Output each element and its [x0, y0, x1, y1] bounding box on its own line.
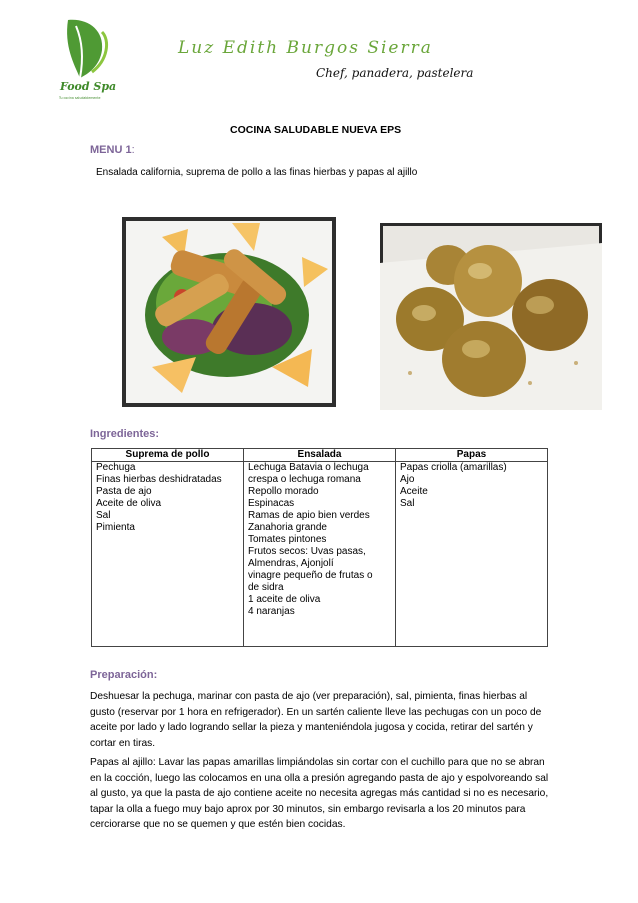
- list-item: Finas hierbas deshidratadas: [96, 474, 222, 485]
- list-item: Papas criolla (amarillas): [400, 462, 507, 473]
- list-item: Ajo: [400, 474, 415, 485]
- column-header: Ensalada: [244, 449, 396, 462]
- preparation-heading: Preparación:: [90, 669, 158, 681]
- list-item: Tomates pintones: [248, 534, 327, 545]
- list-item: de sidra: [248, 582, 284, 593]
- list-item: Espinacas: [248, 498, 295, 509]
- list-item: Aceite de oliva: [96, 498, 162, 509]
- list-item: Lechuga Batavia o lechuga: [248, 462, 369, 473]
- logo-text: Food Spa: [60, 80, 117, 93]
- list-item: Frutos secos: Uvas pasas,: [248, 546, 366, 557]
- chicken-ingredients-cell: [92, 462, 244, 647]
- potato-ingredients-cell: [396, 462, 548, 647]
- list-item: Sal: [96, 510, 111, 521]
- column-header: Papas: [396, 449, 548, 462]
- potatoes-photo: [380, 223, 602, 410]
- menu-label-text: MENU 1: [90, 144, 132, 156]
- list-item: 1 aceite de oliva: [248, 594, 321, 605]
- list-item: Repollo morado: [248, 486, 319, 497]
- chef-title: Chef, panadera, pastelera: [316, 66, 474, 80]
- list-item: 4 naranjas: [248, 606, 295, 617]
- list-item: vinagre pequeño de frutas o: [248, 570, 373, 581]
- list-item: Sal: [400, 498, 415, 509]
- list-item: Aceite: [400, 486, 428, 497]
- salad-ingredients-cell: [244, 462, 396, 647]
- preparation-potatoes-paragraph: Papas al ajillo: Lavar las papas amarillas limpiándolas sin cortar con el cuchillo para que no se abran en la cocción, luego las colocamos en una olla a presión agregando pasta de ajo y espolvoreando sal al gusto, ya que la pasta de ajo contiene aceite no necesita agregas más cantidad si no es necesario, tapar la olla a fuego muy bajo aprox por 30 minutos, sin embargo revisarla a los 20 minutos para cerciorarse que no se quemen y que estén bien cocidas.: [90, 757, 549, 830]
- document-title: COCINA SALUDABLE NUEVA EPS: [230, 124, 402, 136]
- menu-label-colon: :: [131, 144, 135, 156]
- list-item: Zanahoria grande: [248, 522, 327, 533]
- list-item: crespa o lechuga romana: [248, 474, 361, 485]
- ingredients-table: [91, 448, 548, 647]
- list-item: Almendras, Ajonjolí: [248, 558, 334, 569]
- list-item: Ramas de apio bien verdes: [248, 510, 370, 521]
- table-header-row: [92, 449, 548, 462]
- menu-label: [90, 144, 135, 156]
- list-item: Pasta de ajo: [96, 486, 152, 497]
- column-header: Suprema de pollo: [92, 449, 244, 462]
- ingredients-heading: Ingredientes:: [90, 428, 160, 440]
- preparation-chicken-paragraph: Deshuesar la pechuga, marinar con pasta de ajo (ver preparación), sal, pimienta, finas hierbas al gusto (reservar por 1 hora en refrigerador). En un sartén caliente lleve las pechugas con un poco de aceite por lado y lado logrando sellar la pieza y manteniéndola jugosa y cocida, retirar del sartén y cortar en tiras.: [90, 691, 542, 749]
- food-spa-logo: [58, 16, 118, 102]
- table-row: [92, 462, 548, 647]
- menu-description: Ensalada california, suprema de pollo a las finas hierbas y papas al ajillo: [96, 167, 418, 178]
- list-item: Pechuga: [96, 462, 136, 473]
- list-item: Pimienta: [96, 522, 135, 533]
- chef-name: Luz Edith Burgos Sierra: [178, 38, 433, 58]
- logo-tagline: Tu cocina saludablemente: [59, 96, 101, 100]
- salad-chicken-photo: [122, 217, 336, 407]
